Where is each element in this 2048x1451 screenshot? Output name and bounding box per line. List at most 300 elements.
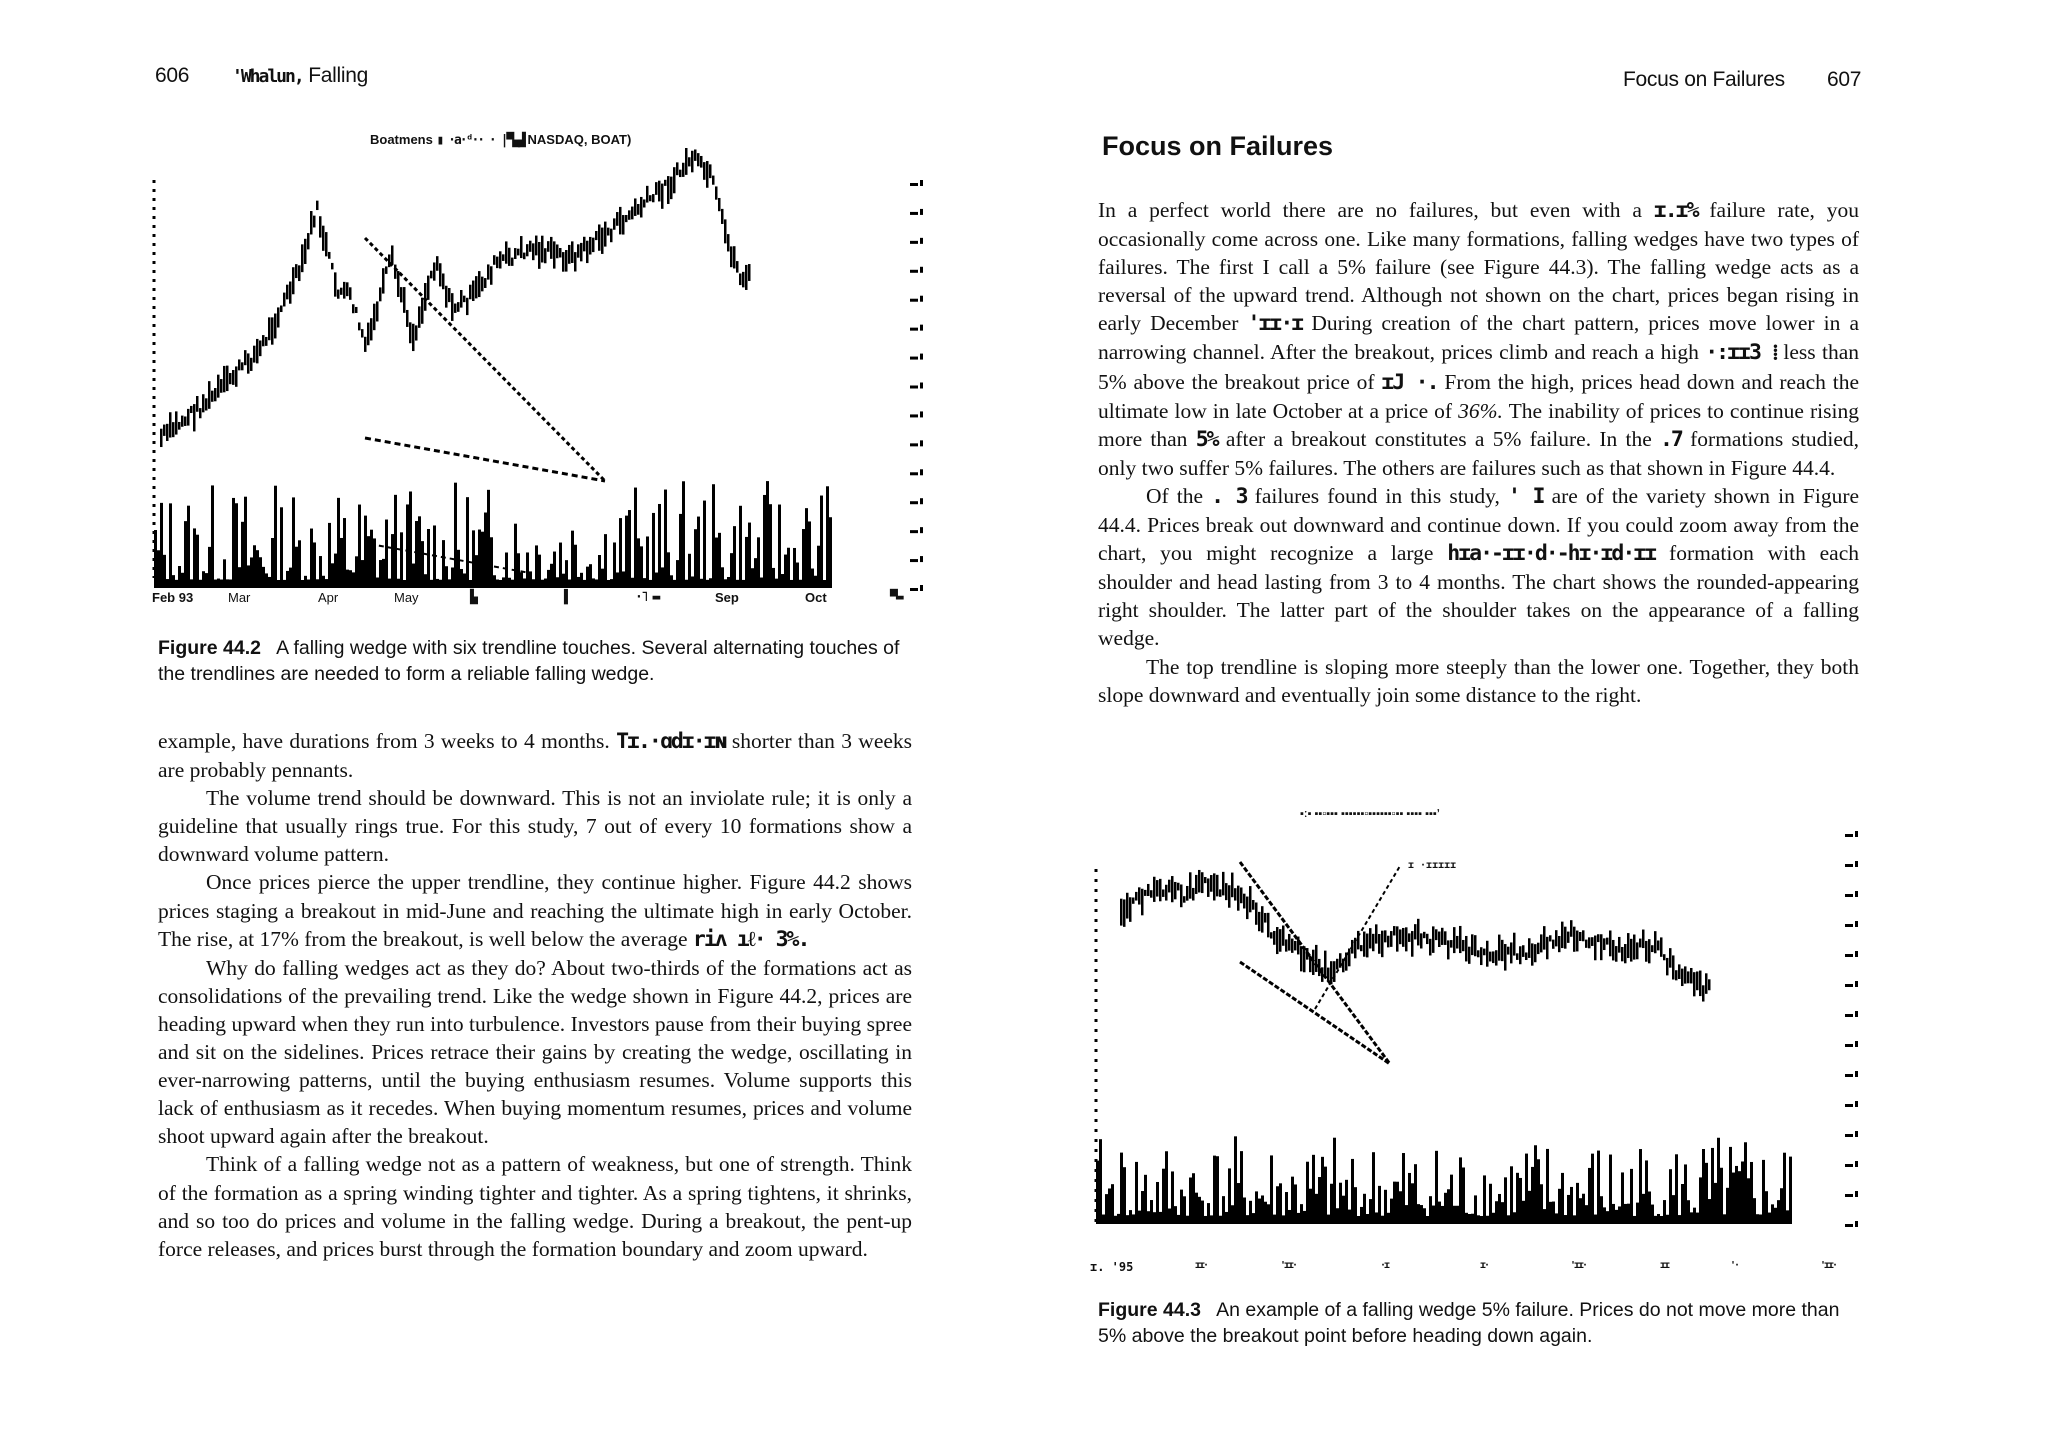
price-bar — [1258, 912, 1261, 931]
volume-bar — [277, 580, 280, 588]
volume-bar — [1333, 1138, 1336, 1224]
volume-bar — [232, 498, 235, 588]
volume-bar — [253, 545, 256, 588]
price-bar — [1456, 936, 1459, 949]
volume-bar — [229, 580, 232, 588]
volume-bar — [1621, 1172, 1624, 1224]
volume-bar — [619, 518, 622, 588]
volume-bar — [568, 579, 571, 588]
price-bar — [460, 290, 463, 308]
volume-bar — [211, 485, 214, 588]
volume-bars — [1096, 1136, 1792, 1224]
price-bar — [1267, 913, 1270, 938]
price-bar — [1531, 943, 1534, 965]
volume-bar — [808, 521, 811, 588]
volume-bar — [1636, 1203, 1639, 1224]
volume-bar — [1609, 1155, 1612, 1224]
volume-bar — [1243, 1197, 1246, 1224]
price-bar — [640, 197, 643, 218]
paragraph: Of the . 3 failures found in this study, ' I are of the variety shown in Figure 44.4. Prices break out downward and continue down. If you could zoom away from the chart, you might recognize a large hɪa·-ɪɪ·d·-hɪ·ɪd·ɪɪ formation with each shoulder and head lasting from 3 to 4 months. The chart shows the rounded-appearing right shoulder. The latter part of the shoulder takes on the appearance of a falling wedge. — [1098, 483, 1860, 651]
price-bar — [307, 233, 310, 249]
price-bar — [706, 161, 709, 188]
price-bar — [256, 339, 259, 363]
axis-tick — [1845, 1074, 1853, 1077]
volume-bar — [1534, 1145, 1537, 1224]
price-bar — [1120, 899, 1123, 926]
price-bar — [436, 256, 439, 271]
axis-tick — [910, 241, 918, 244]
volume-bar — [250, 557, 253, 588]
volume-bar — [1711, 1148, 1714, 1224]
volume-bar — [1276, 1186, 1279, 1224]
volume-bar — [1750, 1162, 1753, 1224]
volume-bar — [238, 567, 241, 588]
price-bar — [409, 322, 412, 343]
volume-bar — [1465, 1213, 1468, 1224]
price-bar — [1663, 954, 1666, 960]
volume-bar — [694, 529, 697, 588]
volume-bar — [784, 555, 787, 588]
volume-bar — [730, 553, 733, 588]
volume-bar — [1399, 1191, 1402, 1224]
volume-bar — [1252, 1213, 1255, 1224]
volume-bar — [1525, 1154, 1528, 1224]
price-bar — [298, 265, 301, 281]
price-bar — [493, 255, 496, 265]
volume-bar — [670, 575, 673, 588]
volume-bar — [355, 556, 358, 588]
price-bar — [373, 304, 376, 330]
price-bar — [1609, 930, 1612, 956]
volume-bar — [1435, 1151, 1438, 1224]
price-bar — [550, 237, 553, 259]
chart-title-glitch: ▪ː▪ ▪▪▫▪▪▪ ▪▪▪▪▪▪▫▪▪▪▪▪▪▫▪▪ ▪▪▪▪ ▪▪▪ʼ — [1300, 808, 1440, 820]
volume-bar — [262, 567, 265, 588]
volume-bar — [625, 516, 628, 588]
volume-bar — [1099, 1139, 1102, 1224]
price-bar — [295, 264, 298, 278]
volume-bar — [751, 568, 754, 588]
volume-bar — [604, 534, 607, 588]
price-bar — [1174, 882, 1177, 899]
figure-44-3 — [1090, 800, 1880, 1285]
price-bar — [1240, 887, 1243, 903]
volume-bar — [1708, 1199, 1711, 1224]
volume-bar — [1717, 1138, 1720, 1224]
volume-bar — [1354, 1187, 1357, 1224]
volume-bar — [196, 535, 199, 588]
axis-tick — [920, 440, 923, 446]
axis-tick — [910, 357, 918, 360]
price-bar — [649, 195, 652, 201]
price-bar — [652, 194, 655, 202]
volume-bar — [1504, 1177, 1507, 1224]
price-bar — [1633, 935, 1636, 960]
volume-bar — [1447, 1189, 1450, 1224]
price-bar — [616, 212, 619, 226]
volume-bar — [1765, 1191, 1768, 1224]
price-bar — [703, 162, 706, 180]
volume-bar — [1633, 1216, 1636, 1224]
price-bar — [430, 271, 433, 279]
price-bar — [733, 246, 736, 268]
chart-title: Boatmens ▮ ·a·ᵈ·· · |▀▄▟ NASDAQ, BOAT) — [370, 132, 632, 148]
volume-bar — [1351, 1159, 1354, 1224]
volume-bar — [1738, 1171, 1741, 1224]
volume-bar — [757, 537, 760, 588]
volume-bar — [1564, 1215, 1567, 1224]
volume-bar — [187, 506, 190, 588]
volume-bar — [1762, 1160, 1765, 1224]
volume-bar — [697, 517, 700, 588]
price-bar — [1576, 931, 1579, 952]
volume-bar — [1273, 1215, 1276, 1224]
volume-bar — [793, 548, 796, 588]
volume-bar — [703, 501, 706, 588]
volume-bar — [451, 567, 454, 588]
price-bar — [481, 277, 484, 292]
price-bar — [1495, 950, 1498, 965]
volume-bar — [1600, 1196, 1603, 1224]
price-bar — [1177, 883, 1180, 891]
volume-bar — [559, 543, 562, 588]
volume-bar — [1384, 1190, 1387, 1224]
volume-bar — [1582, 1194, 1585, 1224]
price-bar — [412, 324, 415, 351]
volume-bar — [1111, 1184, 1114, 1224]
price-bar — [250, 358, 253, 371]
volume-bar — [673, 580, 676, 588]
volume-bar — [1468, 1214, 1471, 1224]
volume-bar — [1570, 1187, 1573, 1224]
axis-tick — [1855, 1131, 1858, 1137]
price-bar — [1510, 942, 1513, 963]
price-bar — [346, 282, 349, 296]
price-bar — [1426, 934, 1429, 944]
price-bar — [1528, 938, 1531, 958]
volume-bar — [265, 573, 268, 588]
volume-bar — [1207, 1203, 1210, 1224]
volume-bar — [556, 577, 559, 588]
volume-bar — [268, 577, 271, 588]
price-bar — [172, 422, 175, 437]
price-bar — [514, 248, 517, 259]
volume-bar — [1528, 1191, 1531, 1224]
price-bar — [1183, 896, 1186, 903]
volume-bar — [1669, 1169, 1672, 1224]
price-bar — [667, 176, 670, 204]
price-bar — [1393, 926, 1396, 935]
volume-bar — [307, 579, 310, 588]
volume-bar — [361, 560, 364, 588]
volume-bar — [550, 564, 553, 588]
lower-trendline — [1240, 962, 1390, 1064]
price-bar — [313, 216, 316, 228]
price-bar — [529, 241, 532, 252]
price-bar — [631, 207, 634, 220]
volume-bar — [655, 573, 658, 588]
volume-bar — [1321, 1157, 1324, 1224]
axis-tick — [1845, 1134, 1853, 1137]
price-bar — [439, 263, 442, 286]
volume-bar — [1204, 1216, 1207, 1224]
volume-bar — [463, 573, 466, 588]
volume-bar — [820, 496, 823, 588]
volume-bar — [628, 510, 631, 588]
price-bar — [274, 314, 277, 339]
axis-tick — [1845, 954, 1853, 957]
price-bar — [1705, 973, 1708, 994]
price-bar — [247, 353, 250, 373]
volume-bar — [1630, 1169, 1633, 1224]
volume-bar — [1726, 1188, 1729, 1224]
price-bar — [748, 264, 751, 281]
volume-bar — [1495, 1201, 1498, 1224]
price-bar — [598, 224, 601, 250]
running-title-glitch: 'Whalun, — [232, 66, 303, 87]
volume-bar — [1309, 1189, 1312, 1224]
price-bar — [1390, 931, 1393, 947]
volume-bar — [400, 532, 403, 588]
price-bar — [259, 340, 262, 356]
axis-tick — [920, 527, 923, 533]
volume-bar — [1210, 1215, 1213, 1224]
volume-bar — [733, 526, 736, 588]
volume-bar — [1180, 1190, 1183, 1224]
axis-tick — [920, 469, 923, 475]
price-bar — [1402, 928, 1405, 947]
volume-bar — [526, 552, 529, 588]
volume-bar — [1312, 1155, 1315, 1224]
price-bar — [1651, 945, 1654, 952]
volume-bar — [217, 579, 220, 588]
volume-bar — [766, 481, 769, 588]
volume-bar — [1402, 1153, 1405, 1224]
volume-bar — [640, 546, 643, 588]
volume-bar — [1657, 1214, 1660, 1224]
left-running-head — [232, 64, 368, 88]
price-bar — [517, 249, 520, 256]
volume-bar — [652, 513, 655, 588]
volume-bar — [1162, 1169, 1165, 1224]
volume-bar — [1150, 1200, 1153, 1224]
price-bar — [673, 167, 676, 193]
volume-bar — [535, 545, 538, 588]
volume-bar — [721, 567, 724, 588]
axis-tick — [920, 383, 923, 389]
axis-tick — [1855, 981, 1858, 987]
volume-bar — [547, 570, 550, 588]
volume-bar — [175, 580, 178, 588]
volume-bar — [646, 536, 649, 588]
price-bar — [721, 209, 724, 224]
volume-bar — [1267, 1204, 1270, 1224]
chart-annotation: ɪ ·ɪɪɪɪɪ — [1408, 860, 1457, 871]
price-bar — [1261, 906, 1264, 932]
volume-bar — [1330, 1184, 1333, 1224]
volume-bar — [649, 580, 652, 588]
volume-bar — [469, 580, 472, 588]
volume-bar — [796, 563, 799, 588]
price-bar — [544, 248, 547, 263]
price-bar — [1243, 894, 1246, 909]
volume-bar — [667, 552, 670, 588]
price-bar — [352, 304, 355, 313]
volume-bar — [1408, 1173, 1411, 1224]
volume-bar — [205, 573, 208, 588]
volume-bar — [1360, 1207, 1363, 1224]
volume-bar — [802, 529, 805, 588]
volume-bar — [1240, 1151, 1243, 1224]
volume-bar — [1405, 1205, 1408, 1224]
volume-bar — [241, 522, 244, 588]
price-bar — [526, 244, 529, 256]
volume-bar — [427, 529, 430, 588]
price-bar — [541, 236, 544, 263]
volume-bar — [676, 560, 679, 588]
axis-tick — [1845, 1164, 1853, 1167]
volume-bar — [1489, 1184, 1492, 1224]
axis-tick — [1855, 891, 1858, 897]
volume-bar — [1735, 1166, 1738, 1224]
volume-bar — [1282, 1215, 1285, 1224]
volume-bar — [685, 580, 688, 588]
volume-bar — [457, 550, 460, 588]
price-bar — [1519, 946, 1522, 964]
volume-bar — [622, 571, 625, 588]
price-bar — [1543, 926, 1546, 950]
price-bar — [520, 236, 523, 258]
volume-bar — [772, 568, 775, 588]
price-bar — [547, 241, 550, 252]
volume-bar — [1693, 1208, 1696, 1224]
volume-bar — [1234, 1136, 1237, 1224]
price-bar — [1378, 934, 1381, 954]
price-bar — [214, 388, 217, 401]
volume-bar — [244, 497, 247, 588]
price-bar — [1198, 870, 1201, 893]
volume-bar — [289, 568, 292, 588]
axis-tick — [1845, 1104, 1853, 1107]
volume-bar — [745, 537, 748, 588]
price-bar — [613, 218, 616, 229]
price-volume-chart — [1090, 824, 1880, 1259]
price-bar — [223, 366, 226, 392]
left-running-title: Falling — [308, 64, 369, 87]
price-bar — [169, 412, 172, 437]
volume-bar — [1186, 1216, 1189, 1224]
right-page-number: 607 — [1827, 68, 1862, 91]
volume-bar — [1342, 1196, 1345, 1224]
price-bar — [535, 236, 538, 256]
price-bar — [1522, 945, 1525, 957]
price-bar — [490, 266, 493, 285]
volume-bar — [1471, 1214, 1474, 1224]
price-bar — [277, 307, 280, 327]
volume-bar — [682, 481, 685, 588]
price-bar — [1219, 889, 1222, 896]
price-bar — [1399, 929, 1402, 944]
price-bar — [184, 416, 187, 425]
x-axis-labels: ɪ. '95 ɪɪ· 'ɪɪ· ·ɪ ɪ· 'ɪɪ· ɪɪ '· 'ɪɪ· — [1090, 1260, 1837, 1274]
price-bar — [643, 199, 646, 207]
price-bar — [469, 285, 472, 300]
volume-bar — [739, 506, 742, 588]
volume-bar — [565, 560, 568, 588]
paragraph: Why do falling wedges act as they do? About two-thirds of the formations act as consolidations of the prevailing trend. Like the wedge shown in Figure 44.2, prices are heading upward when they run into turbulence. Investors pause from their buying spree and sit on the sidelines. Prices retrace their gains by creating the wedge, oscillating in ever-narrowing patterns, until the buying enthusiasm resumes. Volume supports this lack of enthusiasm as it recedes. When buying momentum resumes, prices and volume shoot upward again after the breakout. — [158, 955, 912, 1149]
price-bar — [1396, 926, 1399, 951]
volume-bar — [1228, 1168, 1231, 1224]
volume-bar — [799, 580, 802, 588]
volume-bar — [235, 503, 238, 588]
price-bar — [1276, 927, 1279, 954]
volume-bar — [1579, 1198, 1582, 1224]
volume-bar — [1378, 1186, 1381, 1224]
price-bar — [1450, 940, 1453, 948]
price-bar — [376, 301, 379, 321]
figure-44-2 — [150, 128, 940, 623]
price-bar — [625, 215, 628, 222]
price-bar — [349, 287, 352, 300]
volume-bar — [1498, 1194, 1501, 1224]
volume-bar — [1483, 1175, 1486, 1224]
volume-bar — [247, 565, 250, 588]
volume-bar — [595, 579, 598, 588]
volume-bar — [1126, 1215, 1129, 1224]
volume-bar — [1516, 1173, 1519, 1224]
volume-bar — [1675, 1154, 1678, 1224]
axis-tick — [1845, 1194, 1853, 1197]
price-bar — [1162, 889, 1165, 896]
volume-bar — [385, 520, 388, 588]
price-bar — [418, 306, 421, 327]
volume-bar — [1357, 1216, 1360, 1224]
price-bar — [1285, 939, 1288, 951]
volume-bar — [1666, 1215, 1669, 1224]
volume-bar — [748, 523, 751, 588]
volume-bar — [1678, 1215, 1681, 1224]
price-bar — [1603, 938, 1606, 950]
volume-bar — [1585, 1205, 1588, 1224]
price-bar — [670, 177, 673, 200]
price-bar — [340, 288, 343, 295]
axis-tick — [1855, 1011, 1858, 1017]
volume-bar — [1615, 1210, 1618, 1224]
paragraph: Once prices pierce the upper trendline, they continue higher. Figure 44.2 shows prices staging a breakout in mid-June and reaching the ultimate high in early October. The rise, at 17% from the breakout, is well below the average riʌ ıℓ· 3%. — [158, 870, 912, 952]
price-bar — [1126, 893, 1129, 919]
price-bar — [358, 322, 361, 330]
volume-bar — [1315, 1194, 1318, 1224]
volume-bar — [1510, 1166, 1513, 1224]
price-bar — [1498, 935, 1501, 961]
price-bar — [475, 276, 478, 298]
paragraph: Think of a falling wedge not as a pattern of weakness, but one of strength. Think of the formation as a spring winding tighter and tighter. As a spring tightens, it shrinks, and so too do prices and volume in the falling wedge. During a breakout, the pent-up force releases, and prices burst through the formation boundary and zoom upward. — [158, 1152, 912, 1261]
price-bar — [1369, 928, 1372, 948]
price-bar — [646, 186, 649, 203]
volume-bar — [562, 574, 565, 588]
volume-bar — [484, 513, 487, 588]
price-bar — [1387, 936, 1390, 948]
price-bar — [559, 248, 562, 258]
axis-tick — [1855, 951, 1858, 957]
price-bar — [442, 273, 445, 289]
price-bar — [1156, 880, 1159, 896]
axis-tick — [910, 183, 918, 186]
volume-bar — [580, 573, 583, 588]
axis-tick — [1845, 924, 1853, 927]
volume-bar — [1327, 1215, 1330, 1224]
volume-bar — [1183, 1196, 1186, 1224]
